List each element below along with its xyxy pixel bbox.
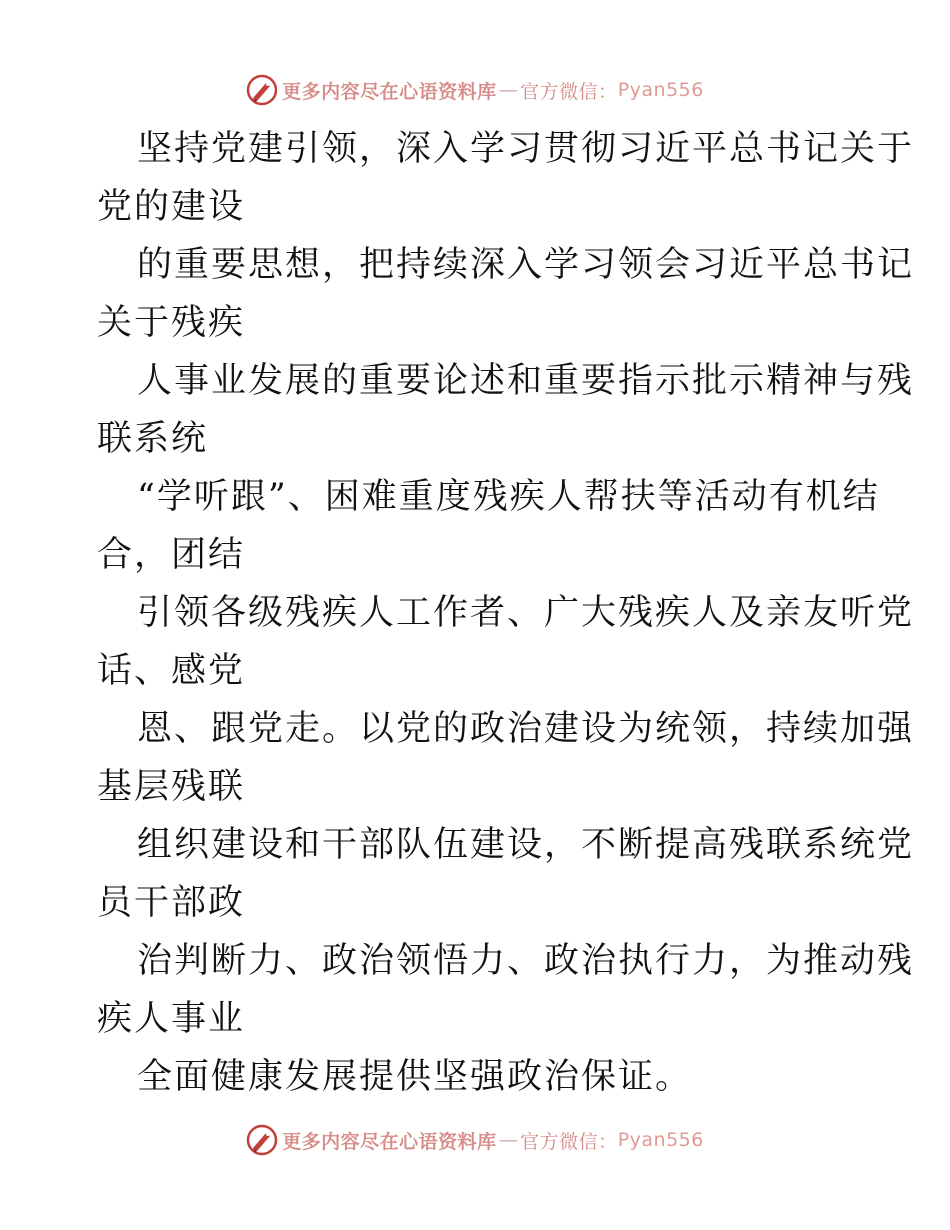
pen-logo-icon [246, 74, 278, 106]
text-line: 疾人事业 [97, 999, 246, 1039]
text-line: 人事业发展的重要论述和重要指示批示精神与残 [137, 361, 915, 401]
text-line: “学听跟”、困难重度残疾人帮扶等活动有机结 [137, 477, 880, 517]
watermark-site: 更多内容尽在心语资料库 [282, 80, 497, 103]
text-line: 话、感党 [97, 651, 246, 691]
paragraph [97, 120, 915, 236]
text-line: 合，团结 [97, 535, 246, 575]
paragraph [97, 352, 915, 468]
watermark-wechat-id: Pyan556 [617, 79, 704, 101]
watermark-label: 官方微信： [520, 80, 618, 103]
paragraph [97, 932, 915, 1048]
watermark-label: 官方微信： [520, 1130, 618, 1153]
watermark-dash: — [498, 1129, 519, 1151]
watermark-footer [0, 1120, 950, 1160]
document-body [97, 120, 915, 1106]
text-line: 全面健康发展提供坚强政治保证。 [137, 1057, 693, 1097]
paragraph [97, 816, 915, 932]
text-line: 联系统 [97, 419, 209, 459]
text-line: 恩、跟党走。以党的政治建设为统领，持续加强 [137, 709, 915, 749]
text-line: 的重要思想，把持续深入学习领会习近平总书记 [137, 245, 915, 285]
watermark-header [0, 70, 950, 110]
text-line: 基层残联 [97, 767, 246, 807]
pen-logo-icon [246, 1124, 278, 1156]
text-line: 坚持党建引领，深入学习贯彻习近平总书记关于 [137, 129, 915, 169]
paragraph [97, 236, 915, 352]
paragraph [97, 468, 880, 584]
text-line: 治判断力、政治领悟力、政治执行力，为推动残 [137, 941, 915, 981]
watermark-site: 更多内容尽在心语资料库 [282, 1130, 497, 1153]
text-line: 员干部政 [97, 883, 246, 923]
paragraph-final [97, 1048, 857, 1106]
watermark-dash: — [498, 79, 519, 101]
text-line: 引领各级残疾人工作者、广大残疾人及亲友听党 [137, 593, 915, 633]
watermark-wechat-id: Pyan556 [617, 1129, 704, 1151]
text-line: 党的建设 [97, 187, 246, 227]
text-line: 关于残疾 [97, 303, 246, 343]
text-line: 组织建设和干部队伍建设，不断提高残联系统党 [137, 825, 915, 865]
paragraph [97, 700, 915, 816]
paragraph [97, 584, 915, 700]
